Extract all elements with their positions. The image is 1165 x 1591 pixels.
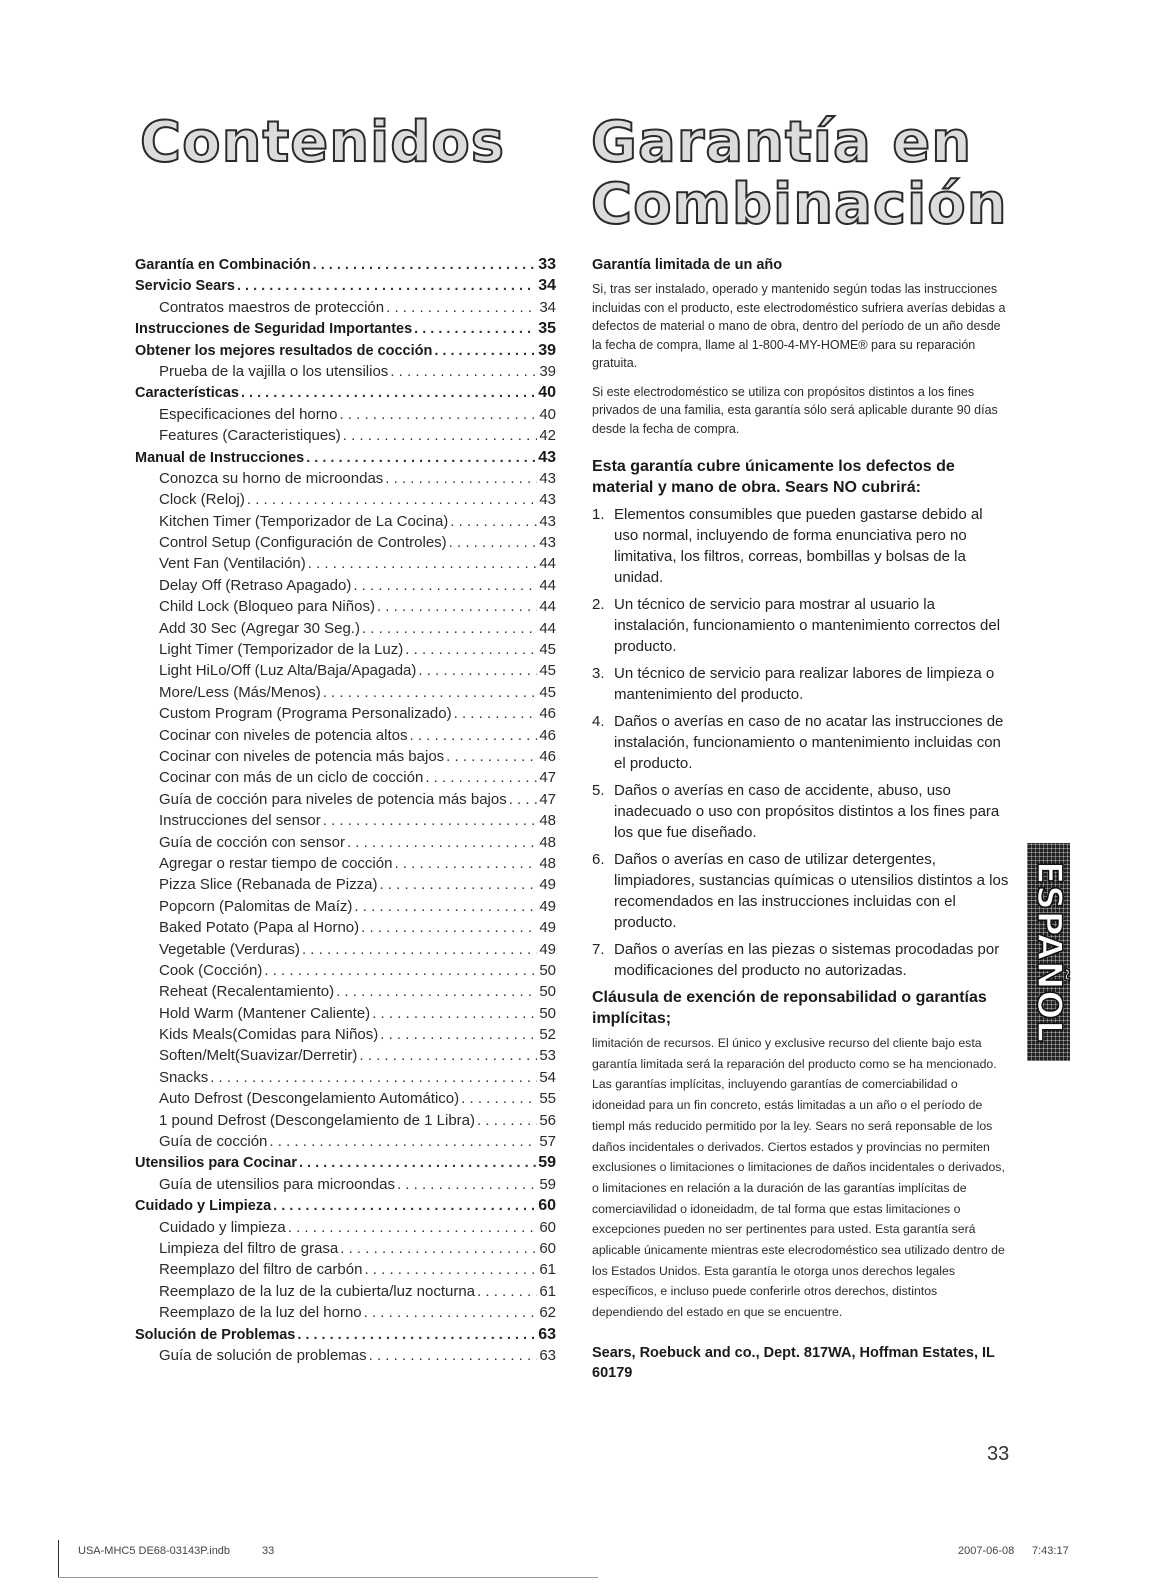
toc-leader-dots bbox=[241, 383, 536, 403]
toc-entry-label: Custom Program (Programa Personalizado) bbox=[159, 705, 452, 723]
toc-leader-dots bbox=[369, 1345, 538, 1366]
toc-entry-page: 48 bbox=[539, 854, 556, 872]
toc-leader-dots bbox=[477, 1110, 537, 1131]
toc-subentry bbox=[135, 532, 556, 553]
toc-leader-dots bbox=[306, 448, 536, 468]
toc-leader-dots bbox=[210, 1067, 537, 1088]
exclusion-text: Daños o averías en caso de accidente, abuso, uso inadecuado o uso con propósitos distintos a los fines para los que fue diseñado. bbox=[614, 782, 1000, 841]
toc-entry-page: 43 bbox=[538, 448, 556, 466]
toc-entry-label: Auto Defrost (Descongelamiento Automático) bbox=[159, 1090, 460, 1108]
toc-leader-dots bbox=[379, 874, 537, 895]
toc-leader-dots bbox=[323, 810, 538, 831]
contents-title: Contenidos bbox=[140, 110, 506, 175]
toc-leader-dots bbox=[237, 276, 536, 296]
exclusion-text: Daños o averías en caso de utilizar detergentes, limpiadores, sustancias químicas o utensilios distintos a los recomendados en las instrucciones incluidas con el producto. bbox=[614, 851, 1009, 931]
toc-section-entry bbox=[135, 382, 556, 403]
toc-leader-dots bbox=[461, 1088, 537, 1109]
toc-subentry bbox=[135, 1281, 556, 1302]
toc-subentry bbox=[135, 874, 556, 895]
toc-entry-label: Solución de Problemas bbox=[135, 1326, 296, 1343]
toc-entry-page: 48 bbox=[539, 812, 556, 830]
warranty-title-line1: Garantía en bbox=[591, 110, 973, 175]
toc-leader-dots bbox=[336, 981, 537, 1002]
toc-leader-dots bbox=[264, 960, 537, 981]
toc-section-entry bbox=[135, 275, 556, 296]
toc-section-entry bbox=[135, 447, 556, 468]
toc-entry-page: 50 bbox=[539, 961, 556, 979]
toc-entry-page: 44 bbox=[539, 576, 556, 594]
toc-leader-dots bbox=[340, 1238, 537, 1259]
toc-entry-label: Hold Warm (Mantener Caliente) bbox=[159, 1004, 371, 1022]
warranty-title-line2: Combinación bbox=[591, 172, 1008, 237]
toc-entry-label: Control Setup (Configuración de Controles) bbox=[159, 534, 447, 552]
exclusion-item bbox=[592, 504, 1010, 588]
toc-entry-page: 43 bbox=[539, 512, 556, 530]
exclusion-number: 7. bbox=[592, 941, 605, 958]
toc-subentry bbox=[135, 703, 556, 724]
toc-entry-page: 61 bbox=[539, 1282, 556, 1300]
toc-subentry bbox=[135, 832, 556, 853]
toc-subentry bbox=[135, 660, 556, 681]
toc-entry-page: 60 bbox=[539, 1239, 556, 1257]
toc-entry-label: Instrucciones de Seguridad Importantes bbox=[135, 321, 413, 338]
footer-divider-horizontal bbox=[58, 1577, 598, 1578]
toc-subentry bbox=[135, 1238, 556, 1259]
toc-leader-dots bbox=[386, 297, 537, 318]
toc-section-entry bbox=[135, 1195, 556, 1216]
toc-section-entry bbox=[135, 1324, 556, 1345]
toc-leader-dots bbox=[414, 319, 536, 339]
toc-subentry bbox=[135, 896, 556, 917]
toc-entry-page: 52 bbox=[539, 1026, 556, 1044]
toc-entry-label: Features (Caracteristiques) bbox=[159, 427, 341, 445]
toc-entry-label: Baked Potato (Papa al Horno) bbox=[159, 919, 360, 937]
toc-entry-label: Light Timer (Temporizador de la Luz) bbox=[159, 641, 404, 659]
toc-entry-page: 55 bbox=[539, 1090, 556, 1108]
toc-entry-label: Soften/Melt(Suavizar/Derretir) bbox=[159, 1047, 358, 1065]
toc-entry-page: 63 bbox=[539, 1346, 556, 1364]
toc-subentry bbox=[135, 1131, 556, 1152]
toc-entry-page: 47 bbox=[539, 790, 556, 808]
toc-leader-dots bbox=[394, 853, 537, 874]
toc-entry-page: 49 bbox=[539, 919, 556, 937]
toc-entry-label: Limpieza del filtro de grasa bbox=[159, 1239, 339, 1257]
toc-subentry bbox=[135, 468, 556, 489]
toc-leader-dots bbox=[347, 832, 537, 853]
toc-leader-dots bbox=[454, 703, 538, 724]
toc-subentry bbox=[135, 553, 556, 574]
exclusion-number: 3. bbox=[592, 665, 605, 682]
exclusion-text: Elementos consumibles que pueden gastarse debido al uso normal, incluyendo de forma enunciativa pero no limitativa, los filtros, correas, bombillas y bolsas de la unidad. bbox=[614, 506, 983, 586]
footer-date: 2007-06-08 bbox=[958, 1545, 1015, 1557]
exclusion-text: Un técnico de servicio para realizar labores de limpieza o mantenimiento del producto. bbox=[614, 665, 995, 703]
toc-entry-page: 63 bbox=[538, 1325, 556, 1343]
toc-section-entry bbox=[135, 254, 556, 275]
toc-entry-label: Reemplazo de la luz de la cubierta/luz nocturna bbox=[159, 1282, 476, 1300]
toc-leader-dots bbox=[477, 1281, 537, 1302]
toc-entry-page: 62 bbox=[539, 1304, 556, 1322]
coverage-heading: Esta garantía cubre únicamente los defectos de material y mano de obra. Sears NO cubrirá: bbox=[592, 458, 955, 496]
toc-entry-label: Cocinar con niveles de potencia altos bbox=[159, 726, 408, 744]
toc-entry-page: 50 bbox=[539, 1004, 556, 1022]
toc-entry-label: Reemplazo de la luz del horno bbox=[159, 1304, 362, 1322]
exclusion-number: 5. bbox=[592, 782, 605, 799]
toc-subentry bbox=[135, 767, 556, 788]
toc-leader-dots bbox=[302, 939, 537, 960]
toc-entry-page: 43 bbox=[539, 469, 556, 487]
toc-leader-dots bbox=[364, 1302, 538, 1323]
exclusions-list bbox=[592, 504, 1010, 981]
toc-subentry bbox=[135, 1003, 556, 1024]
toc-entry-label: Garantía en Combinación bbox=[135, 257, 311, 273]
toc-entry-page: 45 bbox=[539, 662, 556, 680]
warranty-title bbox=[591, 112, 1008, 236]
limited-warranty-paragraph-2: Si este electrodoméstico se utiliza con propósitos distintos a los fines privados de una familia, esta garantía sólo será aplicable durante 90 días desde la fecha de compra. bbox=[592, 384, 998, 436]
toc-entry-page: 57 bbox=[539, 1133, 556, 1151]
toc-entry-label: Reheat (Recalentamiento) bbox=[159, 983, 335, 1001]
toc-entry-label: Agregar o restar tiempo de cocción bbox=[159, 854, 393, 872]
toc-leader-dots bbox=[390, 361, 537, 382]
toc-entry-label: Kids Meals(Comidas para Niños) bbox=[159, 1026, 379, 1044]
footer-page: 33 bbox=[262, 1545, 275, 1557]
toc-entry-label: Características bbox=[135, 385, 239, 402]
toc-leader-dots bbox=[377, 596, 537, 617]
toc-entry-page: 42 bbox=[539, 427, 556, 445]
toc-entry-page: 40 bbox=[538, 384, 556, 402]
toc-entry-label: Cocinar con niveles de potencia más bajos bbox=[159, 747, 445, 765]
toc-entry-page: 49 bbox=[539, 876, 556, 894]
toc-leader-dots bbox=[380, 1024, 537, 1045]
toc-subentry bbox=[135, 853, 556, 874]
footer-divider-vertical bbox=[58, 1540, 59, 1578]
toc-entry-label: Guía de cocción para niveles de potencia más bajos bbox=[159, 790, 507, 808]
exclusion-item bbox=[592, 594, 1010, 657]
toc-subentry bbox=[135, 511, 556, 532]
toc-entry-label: Guía de solución de problemas bbox=[159, 1346, 367, 1364]
toc-entry-page: 45 bbox=[539, 641, 556, 659]
exclusion-text: Daños o averías en las piezas o sistemas procodadas por modificaciones del producto no autorizadas. bbox=[614, 941, 1000, 979]
toc-entry-label: Servicio Sears bbox=[135, 278, 235, 295]
toc-entry-label: Popcorn (Palomitas de Maíz) bbox=[159, 897, 353, 915]
toc-entry-label: Cook (Cocción) bbox=[159, 961, 263, 979]
table-of-contents bbox=[135, 254, 556, 1366]
toc-entry-page: 49 bbox=[539, 897, 556, 915]
language-tab-label: ESPAÑOL bbox=[1028, 861, 1069, 1043]
toc-entry-label: Utensilios para Cocinar bbox=[135, 1155, 297, 1172]
toc-section-entry bbox=[135, 340, 556, 361]
disclaimer-text: limitación de recursos. El único y exclusive recurso del cliente bajo esta garantía limitada será la reparación del producto como se ha mencionado. Las garantías implícitas, incluyendo garantías de comerciabilidad o idoneidad para un fin concreto, estás limitadas a un año o el período de tiempl más reducido permitido por la ley. Sears no será reponsable de los daños incidentales o derivados. Ciertos estados y provincias no permiten exclusiones o limitaciones o limitaciones de daños incidentales o derivados, o limitaciones en relación a la duración de las garantías implícitas de comerciavilidad o idoneidadm, de tal forma que estas limitaciones o excepciones pueden no ser pertinentes para usted. Esta garantía será aplicable únicamente mientras este elecrodoméstico sea utilizado dentro de los Estados Unidos. Esta garantía le otorga unos derechos legales específicos, e incluso puede conferirle otros derechos, distintos dependiendo del estado en que se encuentre. bbox=[592, 1036, 1005, 1320]
toc-entry-page: 46 bbox=[539, 726, 556, 744]
toc-section-entry bbox=[135, 318, 556, 339]
page-number: 33 bbox=[987, 1443, 1010, 1465]
exclusion-number: 1. bbox=[592, 506, 605, 523]
toc-leader-dots bbox=[397, 1174, 537, 1195]
toc-entry-page: 49 bbox=[539, 940, 556, 958]
toc-subentry bbox=[135, 404, 556, 425]
toc-leader-dots bbox=[364, 1259, 537, 1280]
toc-entry-label: Vegetable (Verduras) bbox=[159, 940, 300, 958]
toc-entry-label: Cocinar con más de un ciclo de cocción bbox=[159, 769, 424, 787]
toc-entry-page: 59 bbox=[539, 1175, 556, 1193]
sears-address: Sears, Roebuck and co., Dept. 817WA, Hoffman Estates, IL 60179 bbox=[592, 1344, 995, 1381]
toc-entry-page: 35 bbox=[538, 320, 556, 338]
toc-leader-dots bbox=[509, 789, 538, 810]
toc-entry-page: 60 bbox=[538, 1197, 556, 1215]
exclusion-text: Daños o averías en caso de no acatar las instrucciones de instalación, funcionamiento o mantenimiento incluidas con el producto. bbox=[614, 713, 1004, 772]
toc-leader-dots bbox=[446, 746, 537, 767]
toc-entry-label: Child Lock (Bloqueo para Niños) bbox=[159, 598, 375, 616]
limited-warranty-paragraph-1: Si, tras ser instalado, operado y mantenido según todas las instrucciones incluidas con el producto, este electrodoméstico sufriera averías debidas a defectos de material o mano de obra, dentro del período de un año desde la fecha de compra, llame al 1-800-4-MY-HOME® para su reparación gratuita. bbox=[592, 282, 1006, 370]
toc-entry-label: Guía de cocción bbox=[159, 1133, 268, 1151]
toc-subentry bbox=[135, 1045, 556, 1066]
toc-subentry bbox=[135, 960, 556, 981]
toc-leader-dots bbox=[354, 896, 537, 917]
toc-entry-label: Prueba de la vajilla o los utensilios bbox=[159, 362, 389, 380]
toc-entry-label: Guía de utensilios para microondas bbox=[159, 1175, 395, 1193]
exclusion-item bbox=[592, 849, 1010, 933]
toc-entry-page: 59 bbox=[538, 1154, 556, 1172]
footer-time: 7:43:17 bbox=[1032, 1545, 1069, 1557]
exclusion-text: Un técnico de servicio para mostrar al usuario la instalación, funcionamiento o mantenimiento correctos del producto. bbox=[614, 596, 1001, 655]
toc-entry-label: Delay Off (Retraso Apagado) bbox=[159, 576, 352, 594]
toc-entry-page: 54 bbox=[539, 1068, 556, 1086]
toc-subentry bbox=[135, 725, 556, 746]
toc-leader-dots bbox=[362, 618, 537, 639]
toc-leader-dots bbox=[405, 639, 537, 660]
exclusion-item bbox=[592, 939, 1010, 981]
toc-leader-dots bbox=[273, 1196, 536, 1216]
toc-subentry bbox=[135, 1345, 556, 1366]
toc-entry-page: 48 bbox=[539, 833, 556, 851]
toc-entry-label: Guía de cocción con sensor bbox=[159, 833, 345, 851]
toc-leader-dots bbox=[339, 404, 537, 425]
toc-leader-dots bbox=[385, 468, 537, 489]
toc-subentry bbox=[135, 1217, 556, 1238]
toc-leader-dots bbox=[361, 917, 537, 938]
toc-leader-dots bbox=[323, 682, 538, 703]
toc-entry-page: 39 bbox=[538, 341, 556, 359]
toc-subentry bbox=[135, 425, 556, 446]
toc-subentry bbox=[135, 1110, 556, 1131]
exclusion-number: 4. bbox=[592, 713, 605, 730]
toc-leader-dots bbox=[343, 425, 538, 446]
toc-leader-dots bbox=[269, 1131, 537, 1152]
toc-entry-page: 61 bbox=[539, 1261, 556, 1279]
toc-subentry bbox=[135, 917, 556, 938]
toc-subentry bbox=[135, 746, 556, 767]
toc-entry-label: Reemplazo del filtro de carbón bbox=[159, 1261, 363, 1279]
toc-entry-label: Cuidado y Limpieza bbox=[135, 1198, 272, 1215]
toc-entry-label: Pizza Slice (Rebanada de Pizza) bbox=[159, 876, 378, 894]
toc-subentry bbox=[135, 297, 556, 318]
toc-leader-dots bbox=[450, 511, 537, 532]
toc-subentry bbox=[135, 1302, 556, 1323]
toc-entry-label: Manual de Instrucciones bbox=[135, 449, 305, 466]
toc-entry-page: 56 bbox=[539, 1111, 556, 1129]
toc-entry-label: Vent Fan (Ventilación) bbox=[159, 555, 306, 573]
toc-entry-label: More/Less (Más/Menos) bbox=[159, 683, 321, 701]
toc-entry-page: 45 bbox=[539, 683, 556, 701]
toc-subentry bbox=[135, 575, 556, 596]
toc-subentry bbox=[135, 789, 556, 810]
toc-entry-label: Instrucciones del sensor bbox=[159, 812, 321, 830]
exclusion-item bbox=[592, 711, 1010, 774]
toc-subentry bbox=[135, 939, 556, 960]
toc-entry-page: 46 bbox=[539, 705, 556, 723]
toc-leader-dots bbox=[313, 255, 537, 275]
toc-subentry bbox=[135, 810, 556, 831]
toc-subentry bbox=[135, 682, 556, 703]
toc-entry-label: Contratos maestros de protección bbox=[159, 298, 385, 316]
toc-entry-page: 40 bbox=[539, 405, 556, 423]
toc-entry-page: 34 bbox=[539, 298, 556, 316]
toc-entry-page: 46 bbox=[539, 747, 556, 765]
toc-entry-label: Light HiLo/Off (Luz Alta/Baja/Apagada) bbox=[159, 662, 417, 680]
toc-entry-page: 34 bbox=[538, 277, 556, 295]
toc-leader-dots bbox=[418, 660, 537, 681]
toc-entry-page: 50 bbox=[539, 983, 556, 1001]
toc-entry-label: Cuidado y limpieza bbox=[159, 1218, 286, 1236]
exclusion-item bbox=[592, 663, 1010, 705]
toc-subentry bbox=[135, 1067, 556, 1088]
toc-subentry bbox=[135, 489, 556, 510]
toc-leader-dots bbox=[449, 532, 538, 553]
toc-subentry bbox=[135, 361, 556, 382]
toc-leader-dots bbox=[409, 725, 537, 746]
toc-subentry bbox=[135, 639, 556, 660]
toc-leader-dots bbox=[359, 1045, 537, 1066]
toc-entry-label: Especificaciones del horno bbox=[159, 405, 338, 423]
toc-entry-label: Clock (Reloj) bbox=[159, 491, 245, 509]
toc-entry-label: Snacks bbox=[159, 1068, 209, 1086]
toc-leader-dots bbox=[308, 553, 538, 574]
toc-subentry bbox=[135, 981, 556, 1002]
toc-subentry bbox=[135, 596, 556, 617]
toc-entry-label: 1 pound Defrost (Descongelamiento de 1 Libra) bbox=[159, 1111, 476, 1129]
toc-entry-label: Add 30 Sec (Agregar 30 Seg.) bbox=[159, 619, 360, 637]
toc-leader-dots bbox=[288, 1217, 538, 1238]
toc-subentry bbox=[135, 1174, 556, 1195]
footer-file-name: USA-MHC5 DE68-03143P.indb bbox=[78, 1545, 231, 1557]
toc-entry-page: 44 bbox=[539, 598, 556, 616]
toc-entry-page: 44 bbox=[539, 555, 556, 573]
toc-leader-dots bbox=[372, 1003, 537, 1024]
toc-subentry bbox=[135, 618, 556, 639]
toc-leader-dots bbox=[247, 489, 537, 510]
exclusion-item bbox=[592, 780, 1010, 843]
exclusion-number: 6. bbox=[592, 851, 605, 868]
exclusion-number: 2. bbox=[592, 596, 605, 613]
warranty-section bbox=[592, 256, 1010, 1383]
toc-entry-label: Obtener los mejores resultados de cocción bbox=[135, 342, 433, 359]
toc-section-entry bbox=[135, 1152, 556, 1173]
toc-leader-dots bbox=[434, 341, 536, 361]
toc-entry-label: Conozca su horno de microondas bbox=[159, 469, 384, 487]
toc-subentry bbox=[135, 1024, 556, 1045]
toc-entry-page: 47 bbox=[539, 769, 556, 787]
toc-leader-dots bbox=[425, 767, 537, 788]
toc-leader-dots bbox=[353, 575, 537, 596]
toc-subentry bbox=[135, 1088, 556, 1109]
toc-entry-page: 44 bbox=[539, 619, 556, 637]
toc-entry-page: 60 bbox=[539, 1218, 556, 1236]
toc-entry-page: 43 bbox=[539, 534, 556, 552]
toc-entry-page: 39 bbox=[539, 362, 556, 380]
toc-entry-page: 53 bbox=[539, 1047, 556, 1065]
disclaimer-heading: Cláusula de exención de reponsabilidad o garantías implícitas; bbox=[592, 989, 987, 1027]
limited-warranty-heading: Garantía limitada de un año bbox=[592, 257, 783, 273]
toc-entry-label: Kitchen Timer (Temporizador de La Cocina) bbox=[159, 512, 449, 530]
language-tab bbox=[1027, 843, 1070, 1061]
toc-subentry bbox=[135, 1259, 556, 1280]
toc-entry-page: 43 bbox=[539, 491, 556, 509]
toc-leader-dots bbox=[299, 1153, 536, 1173]
toc-entry-page: 33 bbox=[538, 256, 556, 273]
toc-leader-dots bbox=[297, 1325, 536, 1345]
